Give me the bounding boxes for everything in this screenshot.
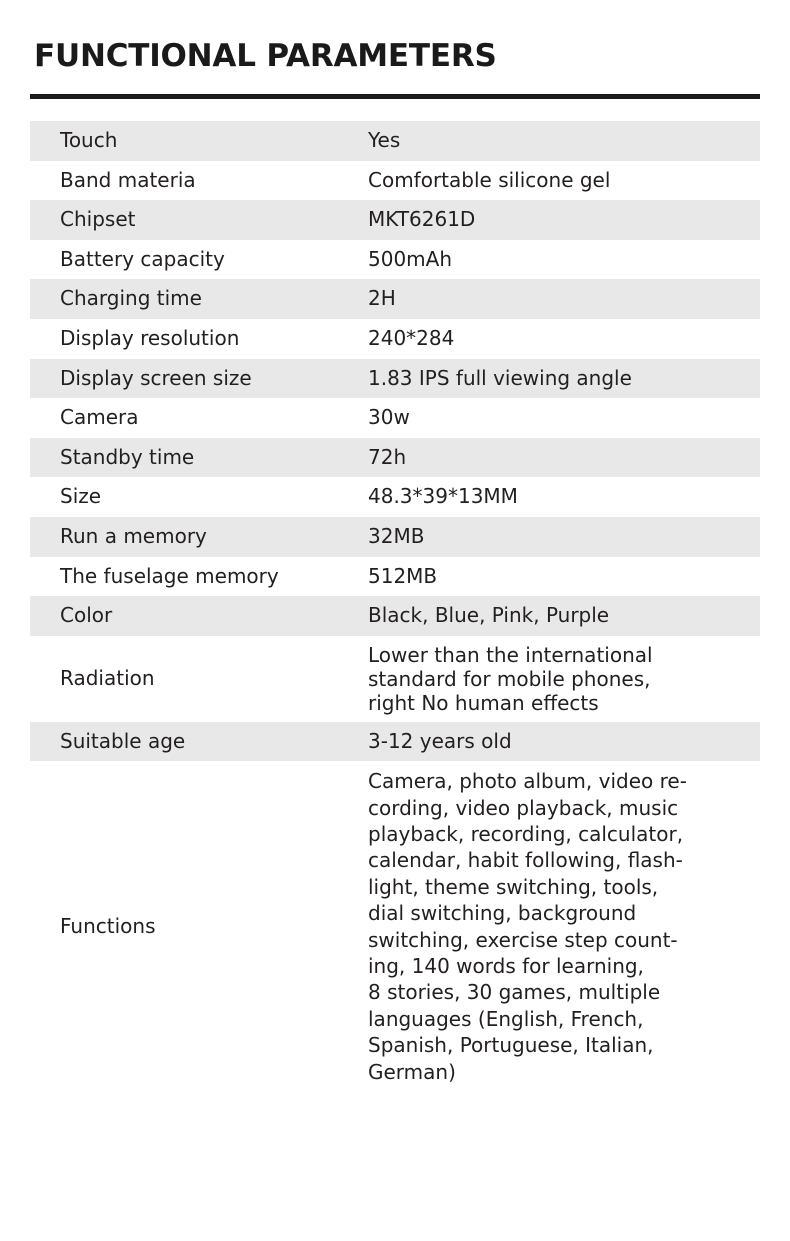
spec-value-text	[368, 564, 760, 590]
spec-value-line: 2H	[368, 286, 396, 311]
spec-value-line: MKT6261D	[368, 207, 476, 232]
spec-value-text	[368, 128, 760, 154]
spec-value-line: dial switching, background	[368, 901, 637, 926]
spec-value	[360, 161, 760, 201]
spec-value-line: Yes	[368, 128, 401, 152]
table-row	[30, 121, 760, 161]
table-row	[30, 398, 760, 438]
spec-value-text	[368, 286, 760, 312]
spec-value-line: 72h	[368, 444, 407, 469]
spec-label: Touch	[30, 121, 360, 161]
table-row	[30, 477, 760, 517]
spec-value-line: playback, recording, calculator,	[368, 822, 684, 847]
spec-label: Charging time	[30, 279, 360, 319]
spec-label: Battery capacity	[30, 240, 360, 280]
spec-label: Display screen size	[30, 359, 360, 399]
spec-value-line: cording, video playback, music	[368, 795, 679, 820]
spec-value-text	[368, 445, 760, 471]
spec-value-text	[368, 729, 760, 755]
spec-value-line: switching, exercise step count-	[368, 927, 678, 952]
spec-value-line: 48.3*39*13MM	[368, 484, 518, 509]
spec-value-text	[368, 484, 760, 510]
table-row	[30, 596, 760, 636]
spec-value-line: light, theme switching, tools,	[368, 874, 659, 899]
spec-label: The fuselage memory	[30, 557, 360, 597]
spec-label: Functions	[30, 761, 360, 1092]
table-row	[30, 200, 760, 240]
table-row	[30, 359, 760, 399]
spec-value-line: 1.83 IPS full viewing angle	[368, 365, 632, 390]
spec-label: Chipset	[30, 200, 360, 240]
spec-label: Display resolution	[30, 319, 360, 359]
spec-value-line: Lower than the international	[368, 642, 653, 667]
spec-value	[360, 596, 760, 636]
spec-value	[360, 398, 760, 438]
spec-label: Run a memory	[30, 517, 360, 557]
spec-value-text	[368, 366, 760, 392]
spec-value-line: 240*284	[368, 325, 455, 350]
spec-value-line: Black, Blue, Pink, Purple	[368, 603, 610, 628]
spec-label: Standby time	[30, 438, 360, 478]
spec-value-line: ing, 140 words for learning,	[368, 954, 644, 979]
spec-value-line: Camera, photo album, video re-	[368, 769, 687, 794]
table-row	[30, 636, 760, 722]
spec-value	[360, 319, 760, 359]
spec-value	[360, 279, 760, 319]
table-row	[30, 761, 760, 1092]
spec-value-line: 32MB	[368, 523, 425, 548]
spec-value	[360, 240, 760, 280]
page-title: FUNCTIONAL PARAMETERS	[34, 38, 497, 74]
table-row	[30, 319, 760, 359]
spec-label: Band materia	[30, 161, 360, 201]
table-row	[30, 438, 760, 478]
table-row	[30, 161, 760, 201]
spec-value	[360, 477, 760, 517]
spec-value-line: Spanish, Portuguese, Italian,	[368, 1033, 654, 1058]
spec-value-text	[368, 207, 760, 233]
specifications-table	[30, 121, 760, 1092]
spec-value-text	[368, 247, 760, 273]
spec-value-line: standard for mobile phones,	[368, 666, 651, 691]
spec-value-line: 30w	[368, 405, 410, 430]
spec-value	[360, 557, 760, 597]
spec-value	[360, 438, 760, 478]
spec-value-text	[368, 405, 760, 431]
spec-value-line: calendar, habit following, flash-	[368, 848, 683, 873]
spec-value-line: 8 stories, 30 games, multiple	[368, 980, 661, 1005]
spec-label: Size	[30, 477, 360, 517]
spec-value-text	[368, 603, 760, 629]
spec-value-text	[368, 326, 760, 352]
spec-value-text	[368, 168, 760, 194]
spec-label: Suitable age	[30, 722, 360, 762]
spec-value	[360, 636, 760, 722]
spec-value-text	[368, 524, 760, 550]
spec-value	[360, 517, 760, 557]
spec-value-line: German)	[368, 1059, 456, 1084]
spec-value-text	[368, 643, 760, 715]
spec-value-line: right No human effects	[368, 690, 599, 715]
table-row	[30, 279, 760, 319]
spec-value	[360, 761, 760, 1092]
spec-value	[360, 359, 760, 399]
spec-label: Color	[30, 596, 360, 636]
spec-value-line: 500mAh	[368, 246, 453, 271]
title-divider	[30, 94, 760, 99]
table-row	[30, 240, 760, 280]
table-row	[30, 722, 760, 762]
spec-label: Radiation	[30, 636, 360, 722]
spec-value-line: languages (English, French,	[368, 1006, 644, 1031]
spec-value-text	[368, 768, 760, 1085]
spec-value	[360, 121, 760, 161]
spec-value-line: 3-12 years old	[368, 728, 512, 753]
table-row	[30, 517, 760, 557]
specifications-table-body	[30, 121, 760, 1092]
spec-value	[360, 200, 760, 240]
spec-value-line: 512MB	[368, 563, 438, 588]
table-row	[30, 557, 760, 597]
spec-label: Camera	[30, 398, 360, 438]
spec-value-line: Comfortable silicone gel	[368, 167, 611, 192]
spec-value	[360, 722, 760, 762]
